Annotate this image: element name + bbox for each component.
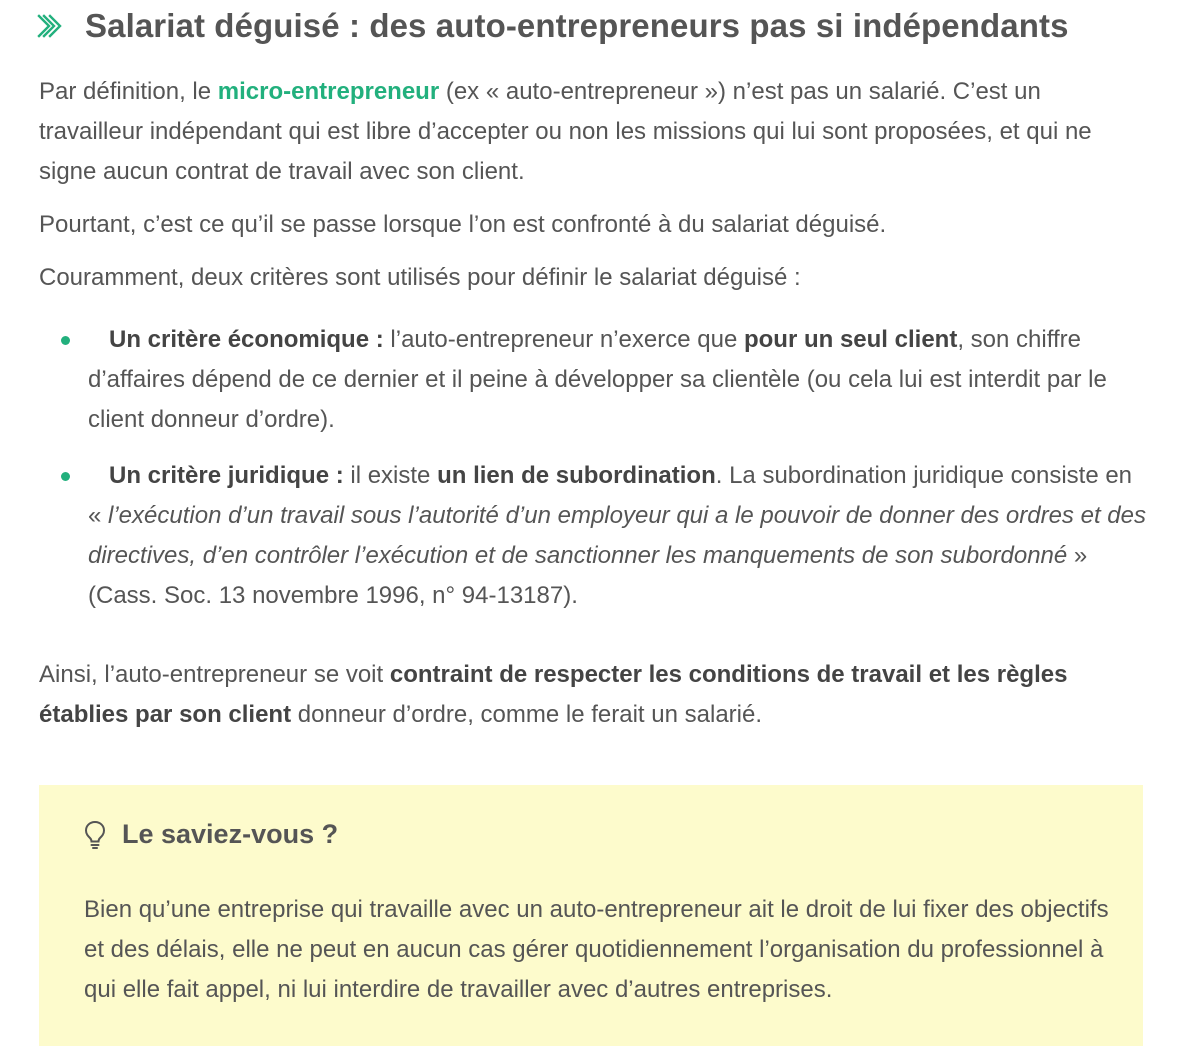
- conclusion-text-end: donneur d’ordre, comme le ferait un salarié.: [291, 701, 762, 728]
- criterion-bold: un lien de subordination: [437, 462, 716, 489]
- paragraph-criteria-intro: Couramment, deux critères sont utilisés pour définir le salariat déguisé :: [39, 264, 801, 291]
- criterion-text: l’auto-entrepreneur n’exerce que: [383, 326, 744, 353]
- callout-body: Bien qu’une entreprise qui travaille avec un auto-entrepreneur ait le droit de lui fixer des objectifs et des délais, elle ne peut en aucun cas gérer quotidiennement l’organisation du professionnel à qui elle fait appel, ni lui interdire de travailler avec d’autres entreprises.: [84, 896, 1109, 1003]
- criterion-lead: Un critère juridique :: [109, 462, 344, 489]
- criterion-text: . La subordination juridique consiste en «: [88, 462, 1133, 529]
- lightbulb-icon: [84, 820, 106, 850]
- conclusion-text-start: Ainsi, l’auto-entrepreneur se voit: [39, 661, 390, 688]
- callout-header: [84, 819, 338, 850]
- criterion-text: , son chiffre d’affaires dépend de ce dernier et il peine à développer sa clientèle (ou cela lui est interdit par le client donneur d’ordre).: [88, 326, 1107, 433]
- section-heading: [39, 0, 1149, 52]
- bullet-dot: [61, 472, 70, 481]
- legal-quote: l’exécution d’un travail sous l’autorité d’un employeur qui a le pouvoir de donner des ordres et des directives, d’en contrôler l’exécution et de sanctionner les manquements de son subordonné: [88, 502, 1146, 569]
- case-citation: » (Cass. Soc. 13 novembre 1996, n° 94-13187).: [88, 542, 1088, 609]
- conclusion-paragraph: [39, 655, 1139, 735]
- criterion-text: il existe: [343, 462, 438, 489]
- intro-text-start: Par définition, le: [39, 78, 218, 105]
- criterion-lead: Un critère économique :: [109, 326, 384, 353]
- callout-title: Le saviez-vous ?: [122, 819, 339, 849]
- micro-entrepreneur-link[interactable]: micro-entrepreneur: [217, 78, 440, 105]
- double-chevron-right-icon: [37, 13, 67, 39]
- article-section: [39, 0, 1149, 728]
- bullet-dot: [61, 336, 70, 345]
- intro-paragraph: [39, 72, 1139, 192]
- intro-text-end: (ex « auto-entrepreneur ») n’est pas un salarié. C’est un travailleur indépendant qui est libre d’accepter ou non les missions qui lui sont proposées, et qui ne signe aucun contrat de travail avec son client.: [39, 78, 1092, 185]
- paragraph-confronted: Pourtant, c’est ce qu’il se passe lorsque l’on est confronté à du salariat déguisé.: [39, 211, 887, 238]
- conclusion-bold: contraint de respecter les conditions de travail et les règles établies par son client: [39, 661, 1068, 728]
- did-you-know-callout: [39, 785, 1143, 1046]
- criteria-list: [39, 320, 1149, 616]
- criterion-bold: pour un seul client: [743, 326, 958, 353]
- list-item-legal-criterion: [39, 456, 1149, 616]
- section-title: Salariat déguisé : des auto-entrepreneurs pas si indépendants: [85, 7, 1069, 44]
- list-item-economic-criterion: [39, 320, 1149, 440]
